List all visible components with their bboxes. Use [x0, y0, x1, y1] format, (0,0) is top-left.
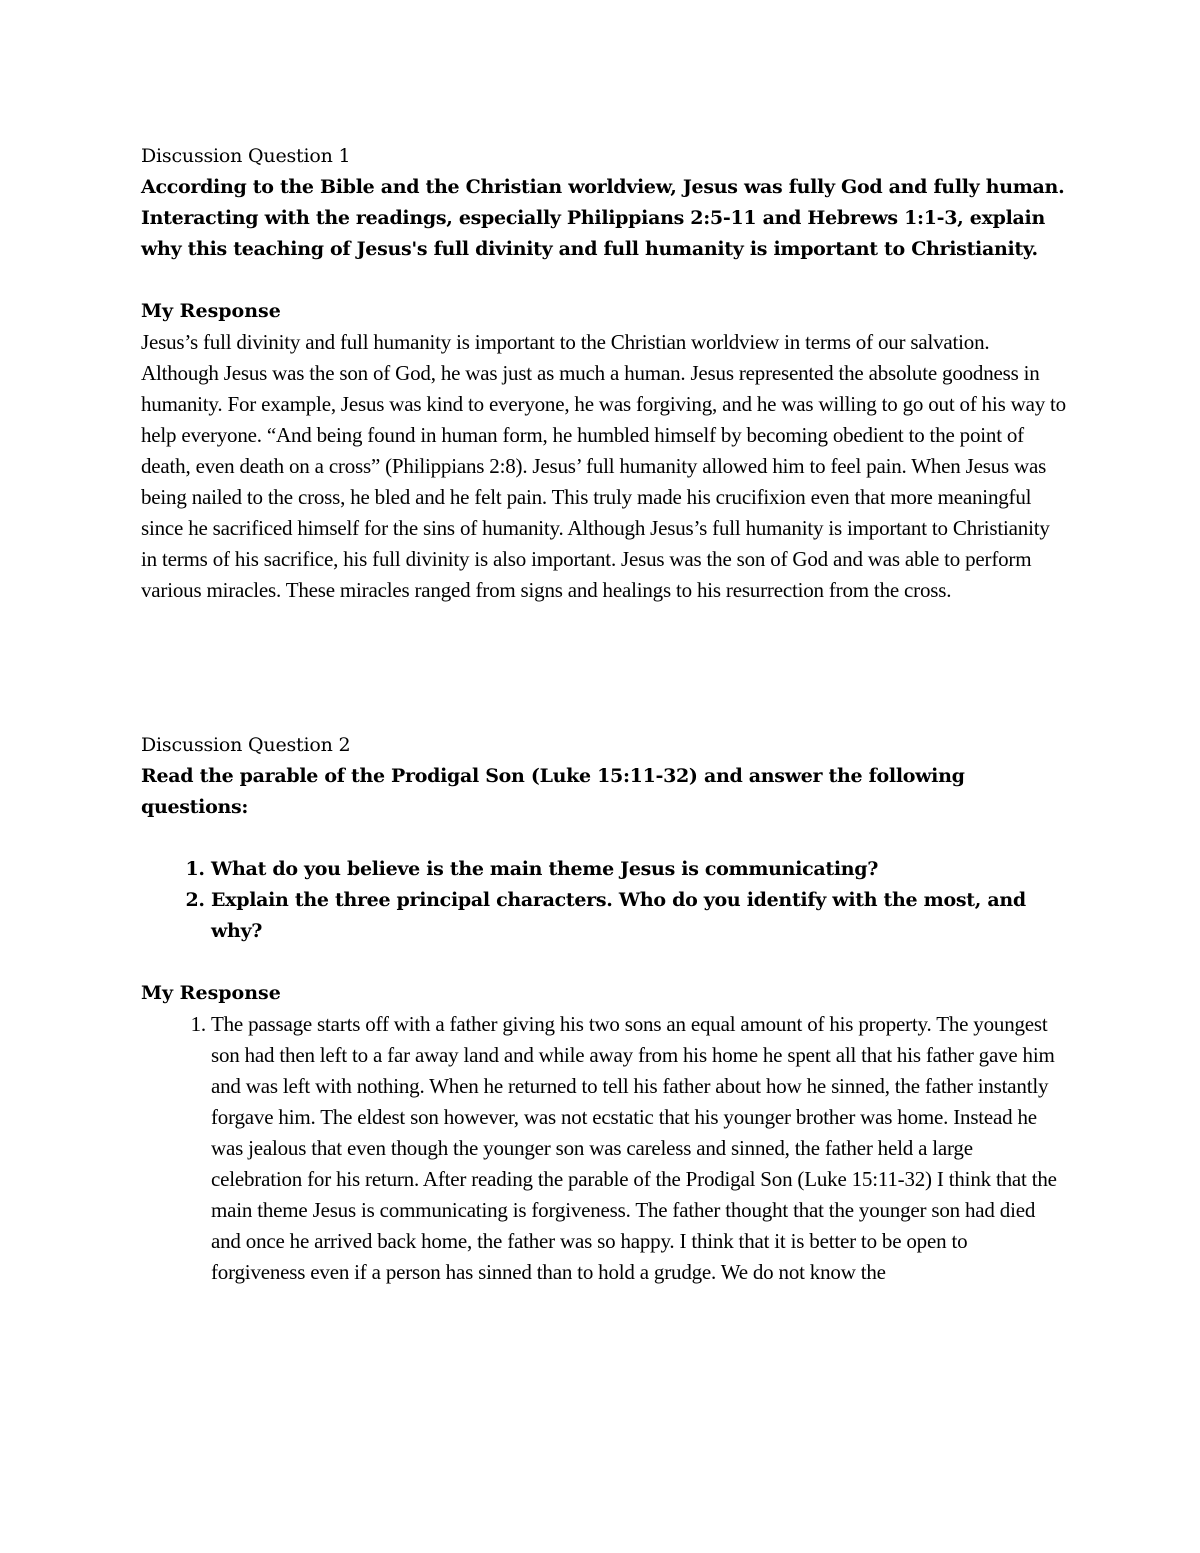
question-2-list [141, 854, 1066, 947]
question-1-response-text: Jesus’s full divinity and full humanity is important to the Christian worldview in terms of our salvation. Although Jesus was the son of God, he was just as much a human. Jesus represented the absolute goodness in humanity. For example, Jesus was kind to everyone, he was forgiving, and he was willing to go out of his way to help everyone. “And being found in human form, he humbled himself by becoming obedient to the point of death, even death on a cross” (Philippians 2:8). Jesus’ full humanity allowed him to feel pain. When Jesus was being nailed to the cross, he bled and he felt pain. This truly made his crucifixion even that more meaningful since he sacrificed himself for the sins of humanity. Although Jesus’s full humanity is important to Christianity in terms of his sacrifice, his full divinity is also important. Jesus was the son of God and was able to perform various miracles. These miracles ranged from signs and healings to his resurrection from the cross. [141, 330, 1066, 602]
discussion-question-1 [141, 141, 1066, 606]
question-2-item-2: 2. Explain the three principal characters. Who do you identify with the most, and why? [211, 885, 1066, 947]
discussion-question-2 [141, 730, 1066, 1288]
question-2-item-1: 1. What do you believe is the main theme Jesus is communicating? [211, 854, 1066, 885]
question-2-response-list [141, 1009, 1066, 1288]
question-2-prompt: Read the parable of the Prodigal Son (Luke 15:11-32) and answer the following questions: [141, 765, 965, 818]
document-page [141, 141, 1066, 1288]
question-2-response-item-1: 1. The passage starts off with a father giving his two sons an equal amount of his property. The youngest son had then left to a far away land and while away from his home he spent all that his father gave him and was left with nothing. When he returned to tell his father about how he sinned, the father instantly forgave him. The eldest son however, was not ecstatic that his younger brother was home. Instead he was jealous that even though the younger son was careless and sinned, the father held a large celebration for his return. After reading the parable of the Prodigal Son (Luke 15:11-32) I think that the main theme Jesus is communicating is forgiveness. The father thought that the younger son had died and once he arrived back home, the father was so happy. I think that it is better to be open to forgiveness even if a person has sinned than to hold a grudge. We do not know the [211, 1009, 1066, 1288]
question-1-title: Discussion Question 1 [141, 145, 351, 167]
question-2-response-heading: My Response [141, 982, 281, 1004]
question-2-title: Discussion Question 2 [141, 734, 351, 756]
section-spacer [141, 606, 1066, 730]
question-1-response-heading: My Response [141, 300, 281, 322]
question-1-prompt: According to the Bible and the Christian worldview, Jesus was fully God and fully human. Interacting with the readings, especially Philippians 2:5-11 and Hebrews 1:1-3, explain why this teaching of Jesus's full divinity and full humanity is important to Christianity. [141, 176, 1065, 260]
